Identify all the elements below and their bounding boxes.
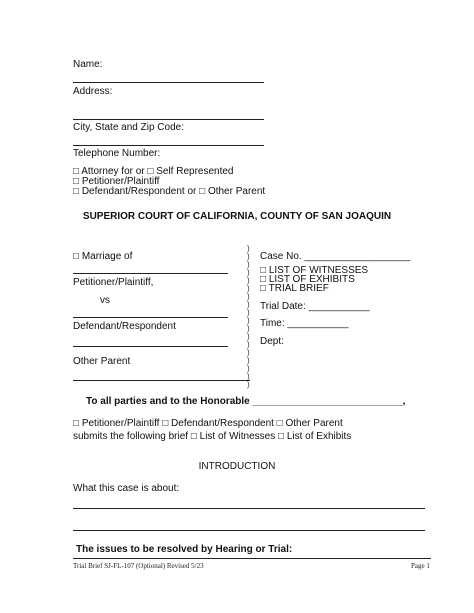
caption-paren: ) xyxy=(247,372,250,381)
petitioner-label: Petitioner/Plaintiff, xyxy=(73,277,154,288)
caption-divider xyxy=(247,245,253,389)
caption-paren: ) xyxy=(247,252,250,261)
city-state-zip-line[interactable] xyxy=(73,145,264,146)
defendant-name-line[interactable] xyxy=(73,317,228,318)
introduction-heading: INTRODUCTION xyxy=(198,461,276,472)
caption-paren: ) xyxy=(247,324,250,333)
caption-paren: ) xyxy=(247,332,250,341)
role-line-petitioner[interactable]: □ Petitioner/Plaintiff xyxy=(73,176,160,187)
page-number: Page 1 xyxy=(411,562,430,570)
caption-paren: ) xyxy=(247,308,250,317)
caption-paren: ) xyxy=(247,276,250,285)
caption-paren: ) xyxy=(247,260,250,269)
role-line-defendant[interactable]: □ Defendant/Respondent or □ Other Parent xyxy=(73,186,266,197)
caption-paren: ) xyxy=(247,268,250,277)
doc-option-trial-brief[interactable]: □ TRIAL BRIEF xyxy=(260,283,329,294)
caption-paren: ) xyxy=(247,364,250,373)
caption-paren: ) xyxy=(247,380,250,389)
dept-label[interactable]: Dept: xyxy=(260,336,284,347)
caption-paren: ) xyxy=(247,356,250,365)
other-parent-name-line[interactable] xyxy=(73,346,228,347)
case-about-line-2[interactable] xyxy=(73,530,425,531)
form-identifier: Trial Brief SJ-FL-107 (Optional) Revised 5/23 xyxy=(73,562,204,570)
defendant-label: Defendant/Respondent xyxy=(73,321,176,332)
vs-label: vs xyxy=(100,295,110,306)
role-line-attorney[interactable]: □ Attorney for or □ Self Represented xyxy=(73,166,234,177)
address-label: Address: xyxy=(73,86,113,97)
to-all-parties-line: To all parties and to the Honorable ___________________________, xyxy=(86,396,406,407)
address-line[interactable] xyxy=(73,119,264,120)
caption-paren: ) xyxy=(247,316,250,325)
caption-paren: ) xyxy=(247,300,250,309)
case-number-label[interactable]: Case No. ___________________ xyxy=(260,251,411,262)
marriage-of-label[interactable]: □ Marriage of xyxy=(73,251,133,262)
telephone-label: Telephone Number: xyxy=(73,148,161,159)
caption-paren: ) xyxy=(247,284,250,293)
footer-rule xyxy=(73,558,431,559)
caption-bottom-line xyxy=(73,380,250,381)
caption-paren: ) xyxy=(247,292,250,301)
petitioner-name-line[interactable] xyxy=(73,273,228,274)
trial-date-label[interactable]: Trial Date: ___________ xyxy=(260,301,370,312)
party-selection-line[interactable]: □ Petitioner/Plaintiff □ Defendant/Respondent □ Other Parent xyxy=(73,418,343,429)
doc-option-witnesses[interactable]: □ LIST OF WITNESSES xyxy=(260,265,369,276)
city-state-zip-label: City, State and Zip Code: xyxy=(73,122,184,133)
other-parent-label: Other Parent xyxy=(73,356,131,367)
name-line[interactable] xyxy=(73,82,264,83)
time-label[interactable]: Time: ___________ xyxy=(260,318,349,329)
caption-paren: ) xyxy=(247,340,250,349)
caption-paren: ) xyxy=(247,244,250,253)
case-about-line-1[interactable] xyxy=(73,508,425,509)
doc-option-exhibits[interactable]: □ LIST OF EXHIBITS xyxy=(260,274,355,285)
case-about-label: What this case is about: xyxy=(73,483,180,494)
caption-paren: ) xyxy=(247,348,250,357)
issues-heading: The issues to be resolved by Hearing or Trial: xyxy=(76,544,293,555)
submits-brief-line[interactable]: submits the following brief □ List of Witnesses □ List of Exhibits xyxy=(73,431,352,442)
name-label: Name: xyxy=(73,59,103,70)
court-title: SUPERIOR COURT OF CALIFORNIA, COUNTY OF SAN JOAQUIN xyxy=(82,211,392,222)
